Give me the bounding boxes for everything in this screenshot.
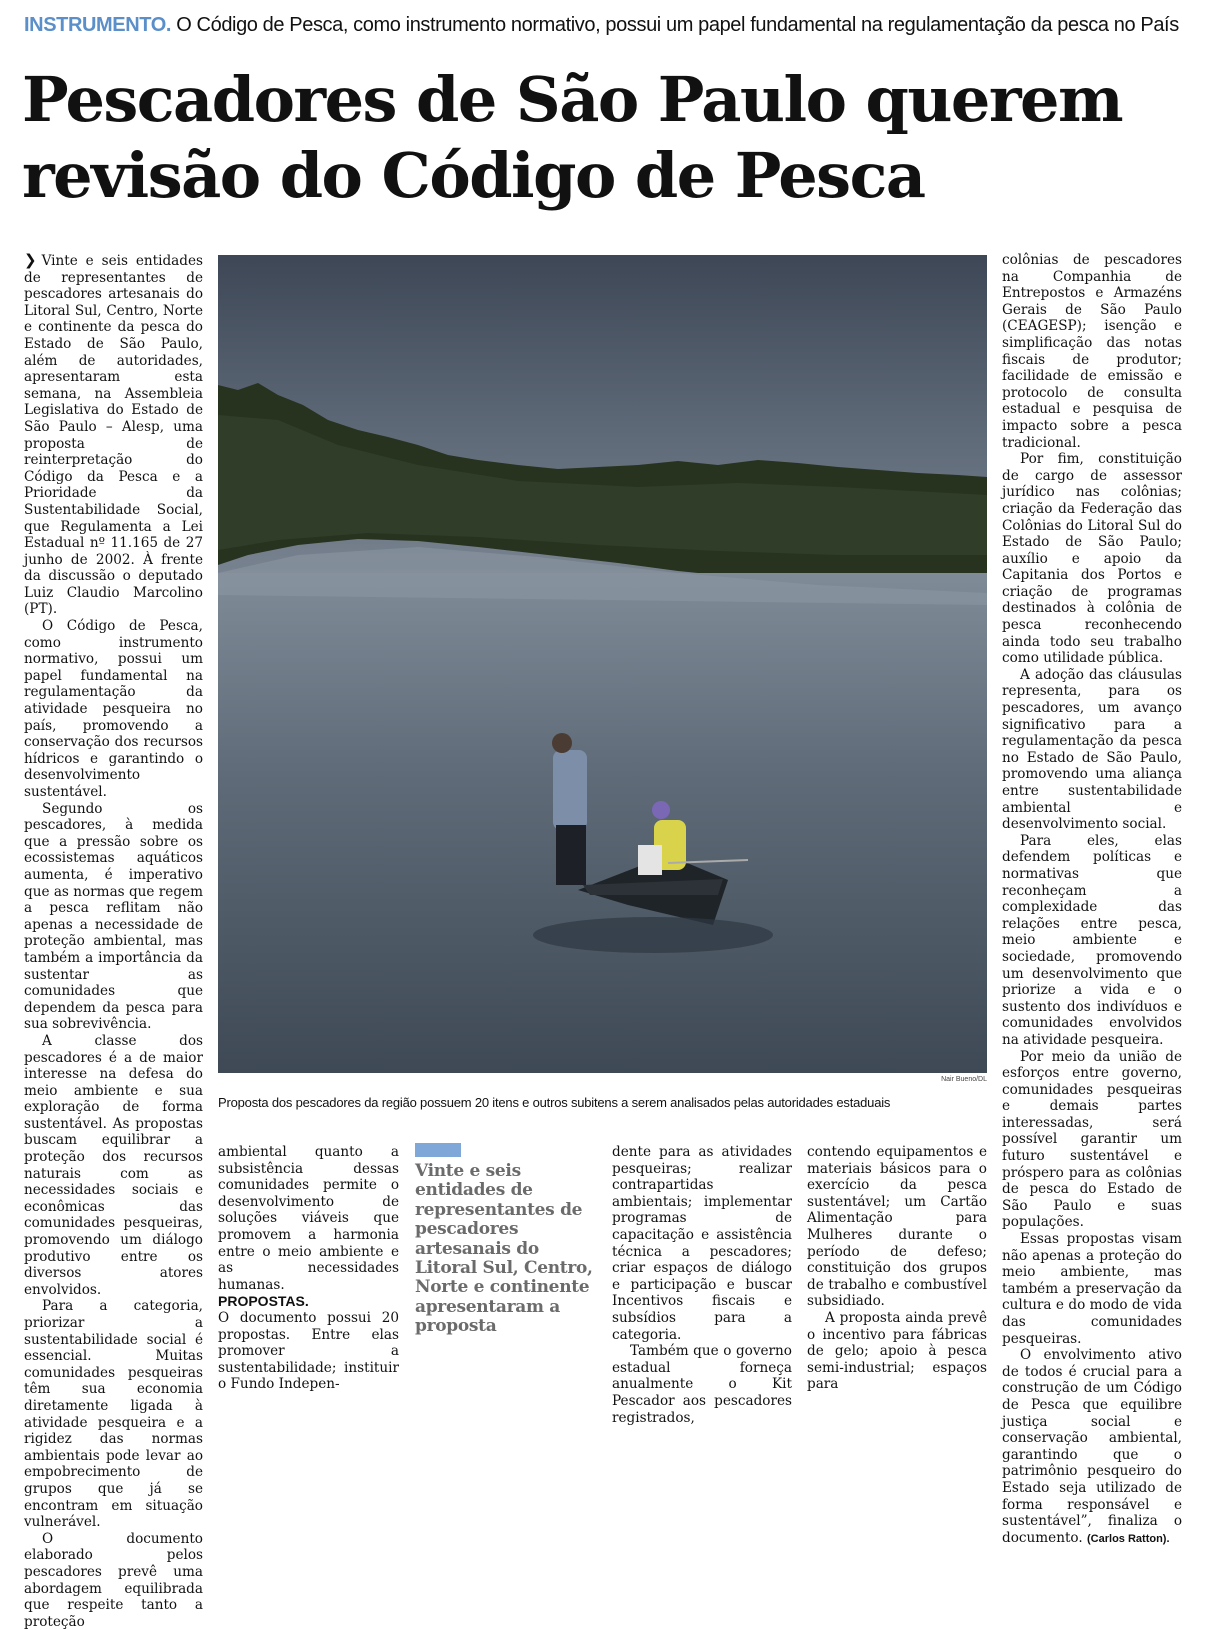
chevron-icon: ❯ [24, 251, 37, 269]
paragraph-text: Vinte e seis entidades de representantes de pescadores artesanais do Litoral Sul, Centro, Norte e continente da pesca do Estado de São Paulo, além de autoridades, apresentaram esta semana, na Assembleia Legislativa do Estado de São Paulo – Alesp, uma proposta de reinterpretação do Código da Pesca e a Prioridade da Sustentabilidade Social, que Regulamenta a Lei Estadual nº 11.165 de 27 junho de 2002. À frente da discussão o deputado Luiz Claudio Marcolino (PT). [24, 253, 203, 618]
paragraph [1002, 1347, 1182, 1547]
paragraph: Por fim, constituição de cargo de assessor jurídico nas colônias; criação da Federação das Colônias do Litoral Sul do Estado de São Paulo; auxílio e apoio da Capitania dos Portos e criação de programas destinados à colônia de pesca reconhecendo ainda todo seu trabalho como utilidade pública. [1002, 451, 1182, 667]
photo-credit: Nair Bueno/DL [941, 1076, 987, 1083]
author-signature: (Carlos Ratton). [1087, 1532, 1170, 1545]
column-5 [1002, 252, 1182, 1547]
photo-caption: Proposta dos pescadores da região possuem 20 itens e outros subitens a serem analisados pelas autoridades estaduais [218, 1095, 891, 1110]
subhead: PROPOSTAS. [218, 1293, 309, 1310]
paragraph: dente para as atividades pesqueiras; realizar contrapartidas ambientais; implementar programas de capacitação e assistência técnica a pescadores; criar espaços de diálogo e participação e buscar Incentivos fiscais e subsídios para a categoria. [612, 1144, 792, 1343]
paragraph [24, 252, 203, 618]
fishermen-boat-photo [218, 255, 987, 1073]
paragraph: Também que o governo estadual forneça anualmente o Kit Pescador aos pescadores registrados, [612, 1343, 792, 1426]
paragraph: Segundo os pescadores, à medida que a pressão sobre os ecossistemas aquáticos aumenta, é imperativo que as normas que regem a pesca reflitam não apenas a necessidade de proteção ambiental, mas também a importância da sustentar as comunidades que dependem da pesca para sua sobrevivência. [24, 800, 203, 1033]
column-2 [218, 1144, 399, 1393]
article-photo [218, 255, 987, 1073]
paragraph: O Código de Pesca, como instrumento normativo, possui um papel fundamental na regulamentação da atividade pesqueira no país, promovendo a conservação dos recursos hídricos e garantindo o desenvolvimento sustentável. [24, 618, 203, 800]
column-3 [612, 1144, 792, 1426]
headline: Pescadores de São Paulo querem revisão do Código de Pesca [22, 63, 1123, 212]
kicker-text: O Código de Pesca, como instrumento normativo, possui um papel fundamental na regulamentação da pesca no País [176, 14, 1179, 36]
paragraph: Para a categoria, priorizar a sustentabilidade social é essencial. Muitas comunidades pesqueiras têm sua economia diretamente ligada à atividade pesqueira e a rigidez das normas ambientais pode levar ao empobrecimento de grupos que já se encontram em situação vulnerável. [24, 1298, 203, 1531]
paragraph: colônias de pescadores na Companhia de Entrepostos e Armazéns Gerais de São Paulo (CEAGESP); isenção e simplificação das notas fiscais de produtor; facilidade de emissão e protocolo de consulta estadual e pesquisa de impacto sobre a pesca tradicional. [1002, 252, 1182, 451]
column-4 [807, 1144, 987, 1393]
paragraph: Por meio da união de esforços entre governo, comunidades pesqueiras e demais partes interessadas, será possível garantir um futuro sustentável e próspero para as colônias de pesca do Estado de São Paulo e suas populações. [1002, 1048, 1182, 1231]
paragraph: O documento possui 20 propostas. Entre elas promover a sustentabilidade; instituir o Fundo Indepen- [218, 1309, 399, 1393]
column-1 [24, 252, 203, 1630]
paragraph: A classe dos pescadores é a de maior interesse na defesa do meio ambiente e sua exploração de forma sustentável. As propostas buscam equilibrar a proteção dos recursos naturais com as necessidades sociais e econômicas das comunidades pesqueiras, promovendo um diálogo produtivo entre os diversos atores envolvidos. [24, 1032, 203, 1298]
paragraph: O documento elaborado pelos pescadores prevê uma abordagem equilibrada que respeite tanto a proteção [24, 1530, 203, 1630]
kicker [24, 14, 1194, 37]
kicker-label: INSTRUMENTO. [24, 14, 172, 36]
paragraph: A adoção das cláusulas representa, para os pescadores, um avanço significativo para a regulamentação da pesca no Estado de São Paulo, promovendo uma aliança entre sustentabilidade ambiental e desenvolvimento social. [1002, 666, 1182, 833]
paragraph-text: O envolvimento ativo de todos é crucial para a construção de um Código de Pesca que equilibre justiça social e conservação ambiental, garantindo que o patrimônio pesqueiro do Estado seja utilizado de forma responsável e sustentável”, finaliza o documento. [1002, 1347, 1182, 1546]
paragraph: Essas propostas visam não apenas a proteção do meio ambiente, mas também a preservação da cultura e do modo de vida das comunidades pesqueiras. [1002, 1231, 1182, 1347]
pull-quote: Vinte e seis entidades de representantes de pescadores artesanais do Litoral Sul, Centro, Norte e continente apresentaram a proposta [415, 1161, 593, 1337]
paragraph: ambiental quanto a subsistência dessas comunidades permite o desenvolvimento de soluções viáveis que promovem a harmonia entre o meio ambiente e as necessidades humanas. [218, 1144, 399, 1293]
quote-accent-bar [415, 1143, 461, 1157]
paragraph: Para eles, elas defendem políticas e normativas que reconheçam a complexidade das relações entre pesca, meio ambiente e sociedade, promovendo um desenvolvimento que priorize a vida e o sustento dos indivíduos e comunidades envolvidos na atividade pesqueira. [1002, 832, 1182, 1048]
paragraph: contendo equipamentos e materiais básicos para o exercício da pesca sustentável; um Cartão Alimentação para Mulheres durante o período de defeso; constituição dos grupos de trabalho e combustível subsidiado. [807, 1144, 987, 1310]
paragraph: A proposta ainda prevê o incentivo para fábricas de gelo; apoio à pesca semi-industrial; espaços para [807, 1309, 987, 1393]
